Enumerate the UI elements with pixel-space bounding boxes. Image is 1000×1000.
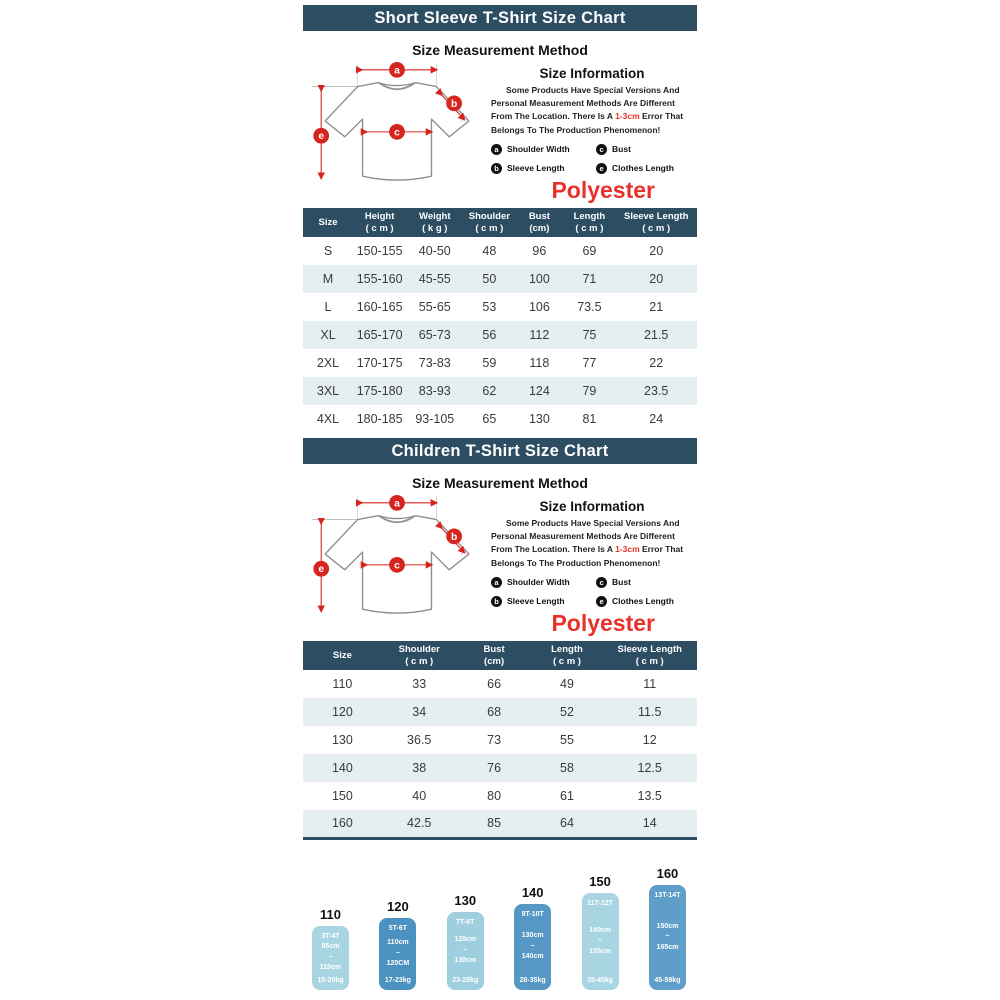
bar-size-label: 150 (589, 873, 611, 889)
legend-label: Bust (612, 577, 631, 588)
table-cell: 150 (331, 789, 353, 803)
table-cell: 130 (331, 733, 353, 747)
adult-measure-legend (491, 144, 693, 174)
table-cell: 55-65 (418, 300, 451, 314)
legend-label: Sleeve Length (507, 163, 565, 174)
bar-age-range: 7T-8T (456, 918, 475, 926)
table-header-cell: Height ( c m ) (353, 208, 406, 237)
tshirt-diagram-svg (303, 60, 491, 186)
legend-item-shoulder-width (491, 144, 596, 155)
tshirt-measurement-diagram (303, 493, 491, 624)
table-row (303, 293, 697, 321)
table-cell: 124 (528, 384, 550, 398)
table-header-cell: Shoulder ( c m ) (382, 641, 457, 670)
legend-key-badge: e (596, 596, 607, 607)
table-cell: 53 (482, 300, 497, 314)
table-cell: 42.5 (407, 816, 432, 831)
table-cell: XL (320, 328, 336, 342)
table-cell: L (324, 300, 332, 314)
growth-bar-140 (514, 885, 551, 990)
growth-bar-130 (447, 893, 484, 990)
size-table (303, 208, 697, 433)
table-cell: 106 (528, 300, 550, 314)
children-measure-legend (491, 577, 693, 607)
children-size-table (303, 641, 697, 840)
legend-key-badge: e (596, 163, 607, 174)
table-cell: 170-175 (356, 356, 403, 370)
children-method-title: Size Measurement Method (412, 475, 588, 491)
table-cell: 83-93 (418, 384, 451, 398)
bar-size-label: 160 (656, 865, 679, 881)
table-row (303, 698, 697, 726)
table-cell: S (323, 244, 333, 258)
table-cell: 93-105 (415, 412, 455, 426)
bar-weight-range: 17-23kg (384, 976, 411, 984)
bar-age-range: 9T-10T (521, 910, 544, 918)
bar-age-range: 5T-6T (388, 924, 408, 932)
adult-size-table (303, 208, 697, 433)
table-cell: 77 (582, 356, 597, 370)
table-header-cell: Size (303, 641, 382, 670)
info-text-before: Some Products Have Special Versions And Personal Measurement Methods Are Different From The Location. There Is A (491, 85, 680, 122)
table-cell: 175-180 (356, 384, 403, 398)
table-cell: 21.5 (644, 328, 669, 342)
table-cell: 65 (482, 412, 497, 426)
bar-size-label: 110 (320, 906, 341, 922)
table-cell: 130 (528, 412, 550, 426)
bar-size-label: 130 (454, 892, 477, 908)
table-cell: 112 (529, 328, 550, 342)
legend-item-clothes-length (596, 163, 693, 174)
table-cell: 160-165 (356, 300, 403, 314)
legend-label: Shoulder Width (507, 577, 570, 588)
info-text-after: Error That Belongs To The Production Phenomenon! (491, 544, 684, 568)
table-cell: 155-160 (356, 272, 403, 286)
table-cell: 68 (487, 705, 502, 719)
table-cell: 62 (482, 384, 497, 398)
legend-key-badge: a (491, 144, 502, 155)
table-cell: 76 (487, 761, 502, 775)
table-cell: 12.5 (637, 761, 662, 775)
legend-item-shoulder-width (491, 577, 596, 588)
table-cell: 56 (482, 328, 497, 342)
table-cell: 33 (412, 677, 427, 691)
bar-weight-range: 15-20kg (317, 976, 344, 984)
table-cell: 13.5 (637, 789, 662, 803)
children-growth-chart (303, 854, 697, 990)
table-cell: 20 (649, 272, 664, 286)
table-cell: 45-55 (418, 272, 451, 286)
table-cell: 2XL (316, 356, 340, 370)
adult-info-title: Size Information (539, 66, 645, 81)
bar-height-range: 140cm ~ 155cm (589, 926, 611, 955)
legend-item-sleeve-length (491, 163, 596, 174)
table-cell: 38 (412, 761, 427, 775)
table-cell: 69 (582, 244, 597, 258)
label-e: e (318, 131, 325, 143)
table-header-cell: Bust (cm) (457, 641, 532, 670)
table-cell: 66 (487, 677, 502, 691)
legend-label: Shoulder Width (507, 144, 570, 155)
table-cell: 165-170 (356, 328, 403, 342)
table-cell: 59 (482, 356, 497, 370)
table-row (303, 321, 697, 349)
table-cell: 150-155 (356, 244, 403, 258)
table-cell: 80 (487, 789, 502, 803)
table-cell: 3XL (316, 384, 340, 398)
table-cell: 118 (529, 356, 550, 370)
table-cell: 55 (560, 733, 574, 747)
table-cell: 50 (482, 272, 497, 286)
table-cell: 79 (582, 384, 597, 398)
table-cell: 110 (332, 677, 353, 691)
label-c: c (394, 560, 400, 572)
label-b: b (450, 531, 458, 543)
legend-key-badge: b (491, 163, 502, 174)
table-cell: M (322, 272, 334, 286)
adult-material-label: Polyester (551, 177, 655, 203)
table-cell: 120 (331, 705, 353, 719)
table-row (303, 377, 697, 405)
legend-item-sleeve-length (491, 596, 596, 607)
table-cell: 22 (649, 356, 664, 370)
bar-height-range: 120cm ~ 130cm (454, 936, 477, 965)
table-cell: 58 (560, 761, 574, 775)
table-row (303, 349, 697, 377)
tshirt-diagram-svg (303, 493, 491, 619)
table-cell: 48 (482, 244, 497, 258)
table-header-cell: Length ( c m ) (532, 641, 603, 670)
table-cell: 71 (582, 272, 597, 286)
children-info-text (491, 517, 693, 570)
label-b: b (450, 98, 458, 110)
table-cell: 73.5 (577, 300, 602, 314)
table-cell: 75 (582, 328, 597, 342)
info-text-highlight: 1-3cm (615, 544, 640, 555)
legend-key-badge: c (596, 144, 607, 155)
table-cell: 40 (412, 789, 427, 803)
bar-body (379, 918, 416, 990)
growth-bar-150 (582, 874, 619, 990)
legend-item-clothes-length (596, 596, 693, 607)
legend-label: Bust (612, 144, 631, 155)
legend-key-badge: a (491, 577, 502, 588)
bar-weight-range: 23-28kg (452, 976, 479, 984)
table-cell: 180-185 (356, 412, 403, 426)
children-info-title: Size Information (539, 499, 645, 514)
bar-weight-range: 45-59kg (654, 976, 681, 984)
table-row (303, 810, 697, 838)
table-cell: 34 (412, 705, 427, 719)
bar-size-label: 120 (387, 898, 409, 914)
tshirt-measurement-diagram (303, 60, 491, 191)
bar-height-range: 130cm ~ 140cm (521, 932, 544, 961)
table-cell: 23.5 (644, 384, 669, 398)
table-cell: 21 (649, 300, 664, 314)
growth-bar-110 (312, 907, 349, 990)
growth-bar-160 (649, 866, 686, 990)
table-header-cell: Shoulder ( c m ) (463, 208, 515, 237)
bar-height-range: 150cm ~ 165cm (656, 922, 679, 951)
table-cell: 140 (331, 761, 353, 775)
table-cell: 4XL (316, 412, 340, 426)
table-header-cell: Weight ( k g ) (406, 208, 463, 237)
bar-age-range: 11T-12T (587, 899, 613, 907)
table-cell: 73-83 (418, 356, 451, 370)
table-row (303, 405, 697, 433)
table-cell: 20 (649, 244, 664, 258)
bar-body (582, 893, 619, 990)
legend-key-badge: c (596, 577, 607, 588)
bar-size-label: 140 (521, 884, 544, 900)
bar-body (514, 904, 551, 990)
table-cell: 73 (487, 733, 502, 747)
table-header-cell: Bust (cm) (515, 208, 563, 237)
table-row (303, 670, 697, 698)
table-cell: 12 (642, 733, 657, 747)
label-a: a (394, 65, 400, 77)
table-row (303, 782, 697, 810)
info-text-before: Some Products Have Special Versions And Personal Measurement Methods Are Different From The Location. There Is A (491, 518, 680, 555)
table-cell: 96 (532, 244, 547, 258)
label-a: a (394, 498, 400, 510)
info-text-highlight: 1-3cm (615, 111, 640, 122)
label-c: c (394, 127, 400, 139)
bar-body (447, 912, 484, 990)
table-cell: 11 (643, 677, 657, 691)
table-header-cell: Length ( c m ) (563, 208, 615, 237)
table-cell: 85 (487, 816, 502, 831)
table-cell: 100 (528, 272, 550, 286)
size-table (303, 641, 697, 840)
bar-weight-range: 28-35kg (519, 976, 546, 984)
table-cell: 160 (331, 816, 353, 831)
bar-height-range: 95cm ~ 110cm (319, 943, 342, 972)
bar-body (649, 885, 686, 990)
legend-label: Clothes Length (612, 596, 674, 607)
info-text-after: Error That Belongs To The Production Phenomenon! (491, 111, 684, 135)
bar-age-range: 3T-4T (321, 932, 340, 940)
legend-item-bust (596, 144, 693, 155)
table-row (303, 754, 697, 782)
table-header-cell: Sleeve Length ( c m ) (615, 208, 697, 237)
legend-key-badge: b (491, 596, 502, 607)
adult-chart-title-bar: Short Sleeve T-Shirt Size Chart (303, 5, 697, 31)
table-cell: 64 (560, 816, 574, 831)
table-cell: 52 (560, 705, 574, 719)
adult-info-text (491, 84, 693, 137)
growth-bar-120 (379, 899, 416, 990)
table-header-cell: Sleeve Length ( c m ) (602, 641, 697, 670)
legend-label: Clothes Length (612, 163, 674, 174)
table-header-cell: Size (303, 208, 353, 237)
table-cell: 36.5 (407, 733, 432, 747)
table-cell: 40-50 (418, 244, 451, 258)
table-cell: 61 (560, 789, 574, 803)
children-chart-title-bar: Children T-Shirt Size Chart (303, 438, 697, 464)
table-row (303, 237, 697, 265)
table-cell: 65-73 (418, 328, 451, 342)
table-cell: 11.5 (638, 705, 662, 719)
children-material-label: Polyester (551, 610, 655, 636)
legend-label: Sleeve Length (507, 596, 565, 607)
adult-method-title: Size Measurement Method (412, 42, 588, 58)
bar-height-range: 110cm ~ 120CM (386, 939, 410, 968)
table-cell: 14 (642, 816, 657, 831)
legend-item-bust (596, 577, 693, 588)
table-cell: 81 (582, 412, 597, 426)
table-cell: 49 (560, 677, 574, 691)
table-row (303, 726, 697, 754)
bar-body (312, 926, 349, 990)
label-e: e (318, 564, 325, 576)
bar-age-range: 13T-14T (654, 891, 681, 899)
bar-weight-range: 35-45kg (587, 976, 614, 984)
table-row (303, 265, 697, 293)
table-cell: 24 (649, 412, 664, 426)
